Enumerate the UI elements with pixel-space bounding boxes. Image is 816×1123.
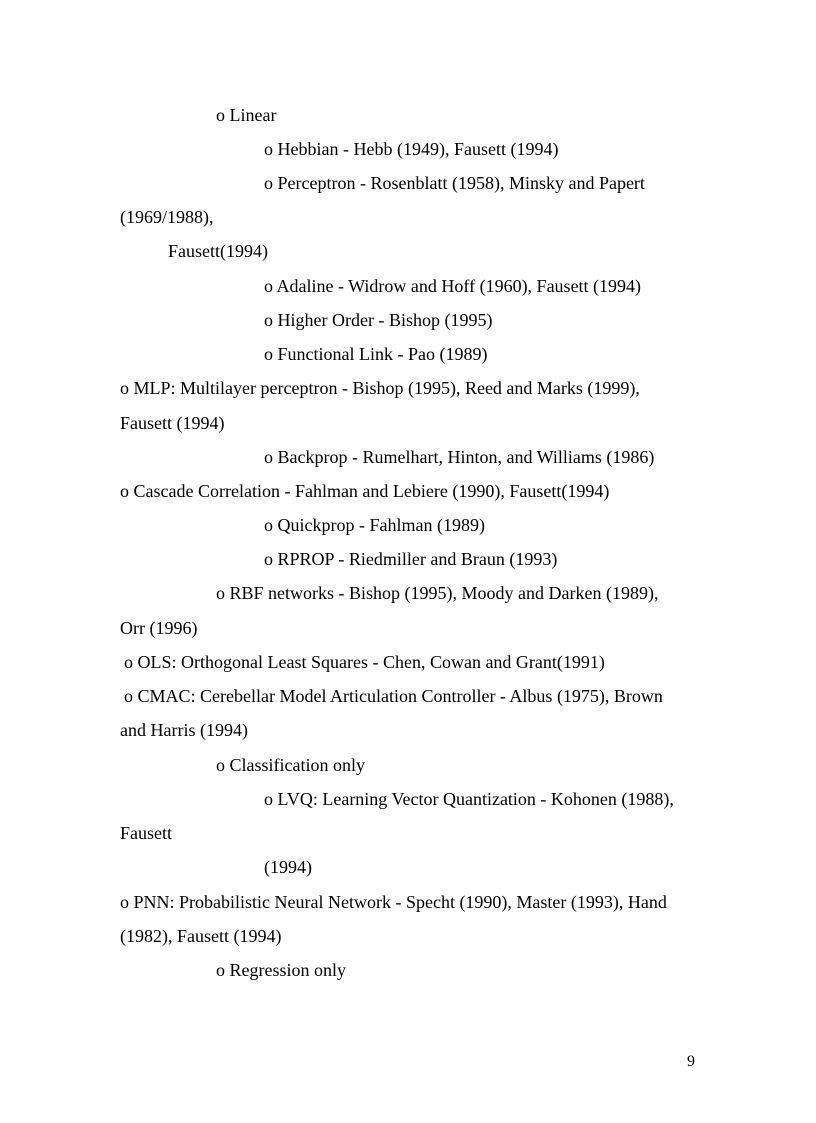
list-item-lvq: o LVQ: Learning Vector Quantization - Kohonen (1988),: [264, 789, 674, 809]
list-item-mlp: o MLP: Multilayer perceptron - Bishop (1995), Reed and Marks (1999),: [120, 378, 640, 398]
list-item-backprop: o Backprop - Rumelhart, Hinton, and Williams (1986): [264, 447, 655, 467]
list-item-hebbian: o Hebbian - Hebb (1949), Fausett (1994): [264, 139, 559, 159]
list-item-perceptron-continued: (1969/1988),: [120, 207, 214, 227]
list-item-cascade-correlation: o Cascade Correlation - Fahlman and Lebiere (1990), Fausett(1994): [120, 481, 610, 501]
list-item-classification-only: o Classification only: [216, 755, 365, 775]
list-item-functional-link: o Functional Link - Pao (1989): [264, 344, 488, 364]
list-item-rprop: o RPROP - Riedmiller and Braun (1993): [264, 549, 558, 569]
list-item-lvq-continued: (1994): [264, 857, 312, 877]
list-item-cmac: o CMAC: Cerebellar Model Articulation Controller - Albus (1975), Brown: [124, 686, 663, 706]
list-item-lvq-continued: Fausett: [120, 823, 172, 843]
list-item-perceptron: o Perceptron - Rosenblatt (1958), Minsky and Papert: [264, 173, 645, 193]
list-item-regression-only: o Regression only: [216, 960, 346, 980]
list-item-mlp-continued: Fausett (1994): [120, 413, 225, 433]
list-item-higher-order: o Higher Order - Bishop (1995): [264, 310, 493, 330]
list-item-linear: o Linear: [216, 105, 277, 125]
list-item-cmac-continued: and Harris (1994): [120, 720, 248, 740]
list-item-pnn-continued: (1982), Fausett (1994): [120, 926, 282, 946]
list-item-ols: o OLS: Orthogonal Least Squares - Chen, Cowan and Grant(1991): [124, 652, 605, 672]
list-item-rbf-continued: Orr (1996): [120, 618, 198, 638]
list-item-adaline: o Adaline - Widrow and Hoff (1960), Fausett (1994): [264, 276, 642, 296]
list-item-perceptron-continued: Fausett(1994): [168, 241, 268, 261]
list-item-pnn: o PNN: Probabilistic Neural Network - Specht (1990), Master (1993), Hand: [120, 892, 667, 912]
list-item-rbf-networks: o RBF networks - Bishop (1995), Moody and Darken (1989),: [216, 583, 659, 603]
list-item-quickprop: o Quickprop - Fahlman (1989): [264, 515, 485, 535]
page-number: 9: [687, 1053, 695, 1070]
